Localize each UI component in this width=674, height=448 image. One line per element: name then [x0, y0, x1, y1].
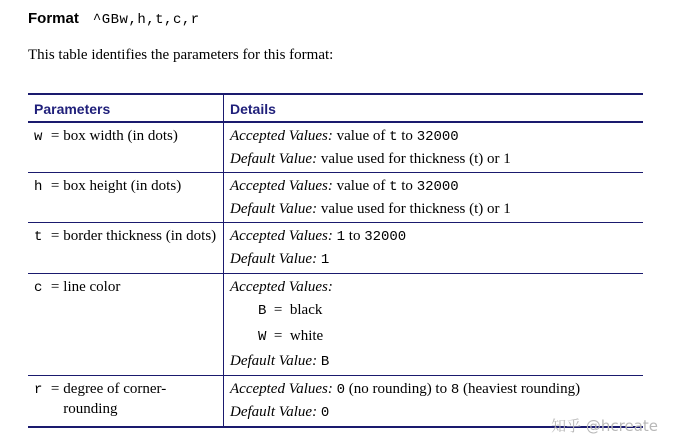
default-value-line: Default Value: value used for thickness (t) or 1: [230, 151, 511, 167]
param-desc: box width (in dots): [63, 128, 178, 144]
param-desc: box height (in dots): [63, 178, 182, 194]
details-cell: [224, 274, 644, 376]
default-value-line: Default Value: 0: [230, 404, 330, 421]
details-cell: [224, 173, 644, 223]
accepted-values-line: Accepted Values: 1 to 32000: [230, 228, 407, 245]
watermark: 知乎 @hcreate: [551, 417, 658, 435]
accepted-values-line: Accepted Values: value of t to 32000: [230, 128, 459, 145]
param-eq: =: [50, 279, 60, 295]
param-eq: =: [50, 381, 60, 397]
param-desc: border thickness (in dots): [63, 228, 217, 244]
intro-text: This table identifies the parameters for this format:: [28, 47, 334, 63]
param-eq: =: [50, 128, 60, 144]
format-label: Format: [28, 10, 79, 27]
value-item-black: B = black: [258, 302, 323, 319]
details-cell: [224, 122, 644, 173]
param-code: w: [34, 129, 43, 145]
table-row-w: [28, 122, 643, 173]
table-header-row: [28, 94, 643, 122]
param-cell: [28, 173, 224, 223]
default-value-line: Default Value: value used for thickness (t) or 1: [230, 201, 511, 217]
param-code: c: [34, 280, 43, 296]
table-row-c: [28, 274, 643, 376]
param-cell: [28, 376, 224, 428]
param-desc: line color: [63, 279, 121, 295]
details-cell: [224, 223, 644, 274]
value-list: [230, 298, 637, 350]
accepted-values-line: Accepted Values:: [230, 279, 333, 295]
table-row-h: [28, 173, 643, 223]
param-cell: [28, 223, 224, 274]
table-row-t: [28, 223, 643, 274]
format-code: ^GBw,h,t,c,r: [92, 12, 200, 28]
default-value-line: Default Value: B: [230, 353, 330, 370]
param-cell: [28, 122, 224, 173]
header-details: Details: [224, 94, 644, 122]
param-eq: =: [50, 228, 60, 244]
value-item-white: W = white: [258, 328, 324, 345]
param-code: h: [34, 179, 43, 195]
header-parameters: Parameters: [28, 94, 224, 122]
accepted-values-line: Accepted Values: 0 (no rounding) to 8 (heaviest rounding): [230, 381, 581, 398]
param-eq: =: [50, 178, 60, 194]
format-heading: [28, 10, 200, 28]
default-value-line: Default Value: 1: [230, 251, 330, 268]
parameters-table: [28, 93, 643, 428]
param-code: t: [34, 229, 43, 245]
param-cell: [28, 274, 224, 376]
accepted-values-line: Accepted Values: value of t to 32000: [230, 178, 459, 195]
param-code: r: [34, 382, 43, 398]
param-desc: degree of corner-rounding: [63, 381, 167, 417]
